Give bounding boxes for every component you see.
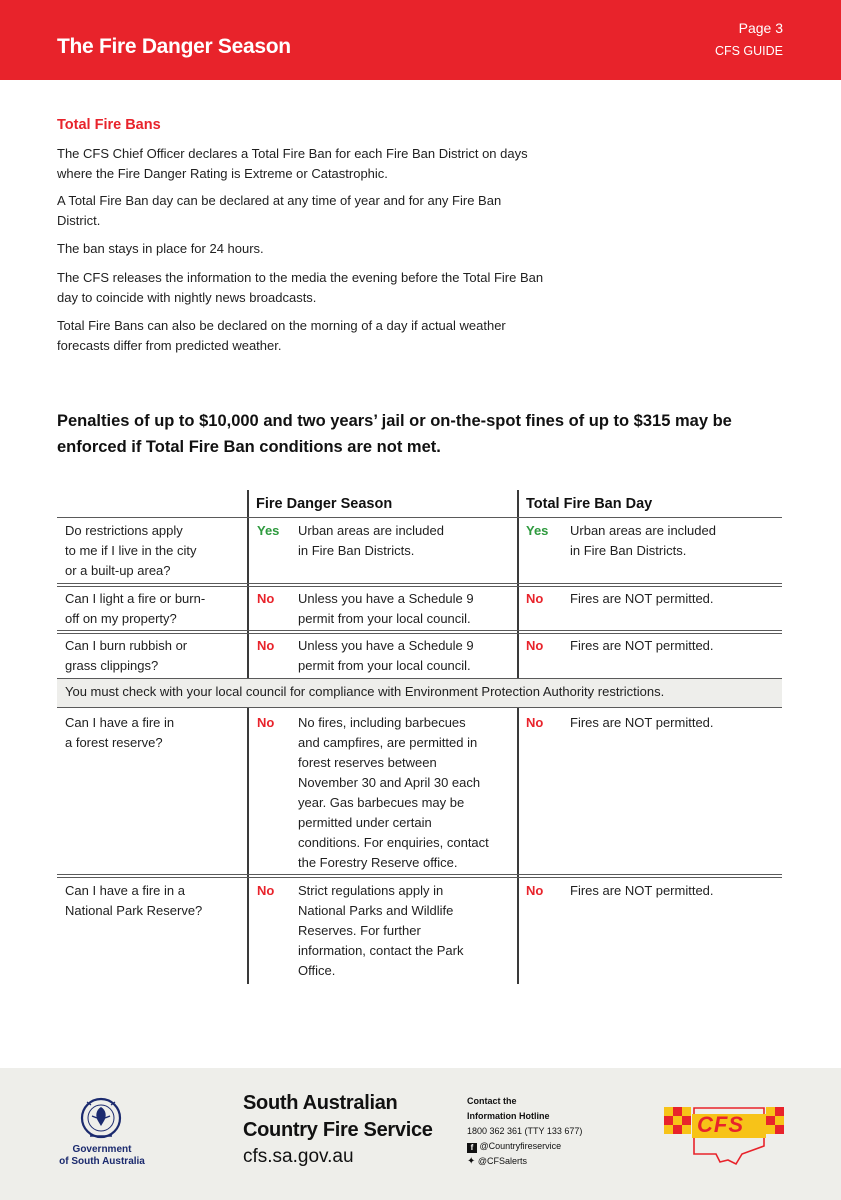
paragraph-line: District. <box>57 213 101 228</box>
question-line: off on my property? <box>65 611 177 626</box>
description-line: permitted under certain <box>298 815 432 830</box>
tfb-answer: No <box>526 591 544 606</box>
description-line: permit from your local council. <box>298 658 471 673</box>
guide-label: CFS GUIDE <box>714 44 783 58</box>
row-divider <box>57 874 782 875</box>
row-divider <box>57 586 782 587</box>
government-label-line: Government <box>72 1144 132 1155</box>
row-divider <box>57 633 782 634</box>
paragraph <box>57 191 617 231</box>
column-header-fire-danger-season: Fire Danger Season <box>256 496 393 512</box>
description-line: Fires are NOT permitted. <box>570 883 714 898</box>
description-line: Unless you have a Schedule 9 <box>298 638 474 653</box>
tfb-answer: No <box>526 715 544 730</box>
page-header <box>0 0 841 80</box>
government-label-line: of South Australia <box>59 1156 145 1167</box>
question-cell <box>65 636 245 676</box>
paragraph-line: A Total Fire Ban day can be declared at any time of year and for any Fire Ban <box>57 193 502 208</box>
fds-answer: No <box>257 591 275 606</box>
tfb-description <box>570 521 780 561</box>
fds-description <box>298 521 513 561</box>
section-title-total-fire-bans: Total Fire Bans <box>57 117 161 133</box>
question-cell <box>65 589 245 629</box>
council-note: You must check with your local council for compliance with Environment Protection Authority restrictions. <box>65 684 665 699</box>
question-cell <box>65 881 245 921</box>
description-line: in Fire Ban Districts. <box>570 543 687 558</box>
fds-answer: No <box>257 715 275 730</box>
description-line: Office. <box>298 963 336 978</box>
fds-answer: Yes <box>257 523 280 538</box>
question-line: Can I have a fire in a <box>65 883 185 898</box>
row-divider <box>57 707 782 708</box>
description-line: Fires are NOT permitted. <box>570 638 714 653</box>
question-line: Do restrictions apply <box>65 523 183 538</box>
description-line: information, contact the Park <box>298 943 464 958</box>
description-line: No fires, including barbecues <box>298 715 466 730</box>
tfb-description <box>570 881 780 901</box>
row-divider <box>57 583 782 584</box>
hotline-phone: 1800 362 361 (TTY 133 677) <box>467 1126 583 1136</box>
page-footer <box>0 1068 841 1200</box>
description-line: November 30 and April 30 each <box>298 775 481 790</box>
description-line: in Fire Ban Districts. <box>298 543 415 558</box>
tfb-answer: Yes <box>526 523 549 538</box>
question-line: a forest reserve? <box>65 735 163 750</box>
description-line: Reserves. For further <box>298 923 421 938</box>
paragraph-line: day to coincide with nightly news broadcasts. <box>57 290 317 305</box>
row-divider <box>57 877 782 878</box>
question-line: grass clippings? <box>65 658 159 673</box>
fds-description <box>298 881 513 981</box>
penalty-line: enforced if Total Fire Ban conditions are not met. <box>57 438 441 456</box>
description-line: Urban areas are included <box>298 523 444 538</box>
page-number: Page 3 <box>738 20 783 36</box>
question-line: Can I burn rubbish or <box>65 638 188 653</box>
description-line: and campfires, are permitted in <box>298 735 478 750</box>
paragraph-line: The CFS releases the information to the media the evening before the Total Fire Ban <box>57 270 544 285</box>
tfb-description <box>570 713 780 733</box>
twitter-row <box>467 1154 582 1169</box>
paragraph-line: The CFS Chief Officer declares a Total Fire Ban for each Fire Ban District on days <box>57 146 528 161</box>
paragraph <box>57 316 617 356</box>
contact-title: Contact the <box>467 1096 517 1106</box>
column-header-total-fire-ban-day: Total Fire Ban Day <box>526 496 653 512</box>
paragraph <box>57 239 617 259</box>
description-line: forest reserves between <box>298 755 437 770</box>
paragraph-line: forecasts differ from predicted weather. <box>57 338 282 353</box>
fds-description <box>298 589 513 629</box>
row-divider <box>57 517 782 518</box>
twitter-handle[interactable]: @CFSalerts <box>477 1156 528 1166</box>
question-cell <box>65 521 245 581</box>
government-crest-icon <box>78 1096 124 1148</box>
description-line: the Forestry Reserve office. <box>298 855 458 870</box>
fds-description <box>298 713 513 873</box>
facebook-row <box>467 1139 582 1154</box>
fds-answer: No <box>257 883 275 898</box>
description-line: Strict regulations apply in <box>298 883 444 898</box>
tfb-description <box>570 636 780 656</box>
paragraph <box>57 268 617 308</box>
description-line: National Parks and Wildlife <box>298 903 454 918</box>
description-line: conditions. For enquiries, contact <box>298 835 489 850</box>
paragraph-line: The ban stays in place for 24 hours. <box>57 241 264 256</box>
table-row <box>57 881 782 981</box>
table-row <box>57 589 782 629</box>
penalty-line: Penalties of up to $10,000 and two years’ jail or on-the-spot fines of up to $315 may be <box>57 412 732 430</box>
website-link[interactable]: cfs.sa.gov.au <box>243 1146 354 1167</box>
description-line: Fires are NOT permitted. <box>570 715 714 730</box>
question-line: Can I have a fire in <box>65 715 175 730</box>
twitter-icon: ✦ <box>467 1156 476 1167</box>
question-cell <box>65 713 245 753</box>
question-line: National Park Reserve? <box>65 903 203 918</box>
tfb-answer: No <box>526 883 544 898</box>
contact-block <box>467 1094 582 1169</box>
org-name-line1: South Australian <box>243 1092 398 1114</box>
facebook-icon: f <box>467 1143 477 1153</box>
paragraph-line: Total Fire Bans can also be declared on the morning of a day if actual weather <box>57 318 506 333</box>
org-name-line2: Country Fire Service <box>243 1119 433 1141</box>
question-line: or a built-up area? <box>65 563 171 578</box>
tfb-description <box>570 589 780 609</box>
description-line: permit from your local council. <box>298 611 471 626</box>
description-line: Urban areas are included <box>570 523 716 538</box>
paragraph-line: where the Fire Danger Rating is Extreme or Catastrophic. <box>57 166 388 181</box>
facebook-handle[interactable]: @Countryfireservice <box>479 1141 562 1151</box>
tfb-answer: No <box>526 638 544 653</box>
question-line: Can I light a fire or burn- <box>65 591 206 606</box>
fds-description <box>298 636 513 676</box>
page-title: The Fire Danger Season <box>57 35 291 58</box>
fds-answer: No <box>257 638 275 653</box>
description-line: Unless you have a Schedule 9 <box>298 591 474 606</box>
cfs-logo-text: CFS <box>697 1112 744 1137</box>
contact-title: Information Hotline <box>467 1111 550 1121</box>
paragraph <box>57 144 617 184</box>
table-row <box>57 636 782 676</box>
table-row <box>57 521 782 585</box>
penalty-statement <box>57 408 787 460</box>
question-line: to me if I live in the city <box>65 543 197 558</box>
description-line: year. Gas barbecues may be <box>298 795 465 810</box>
row-divider <box>57 630 782 631</box>
government-label <box>57 1144 147 1168</box>
council-note-row <box>57 679 782 707</box>
table-row <box>57 713 782 873</box>
description-line: Fires are NOT permitted. <box>570 591 714 606</box>
